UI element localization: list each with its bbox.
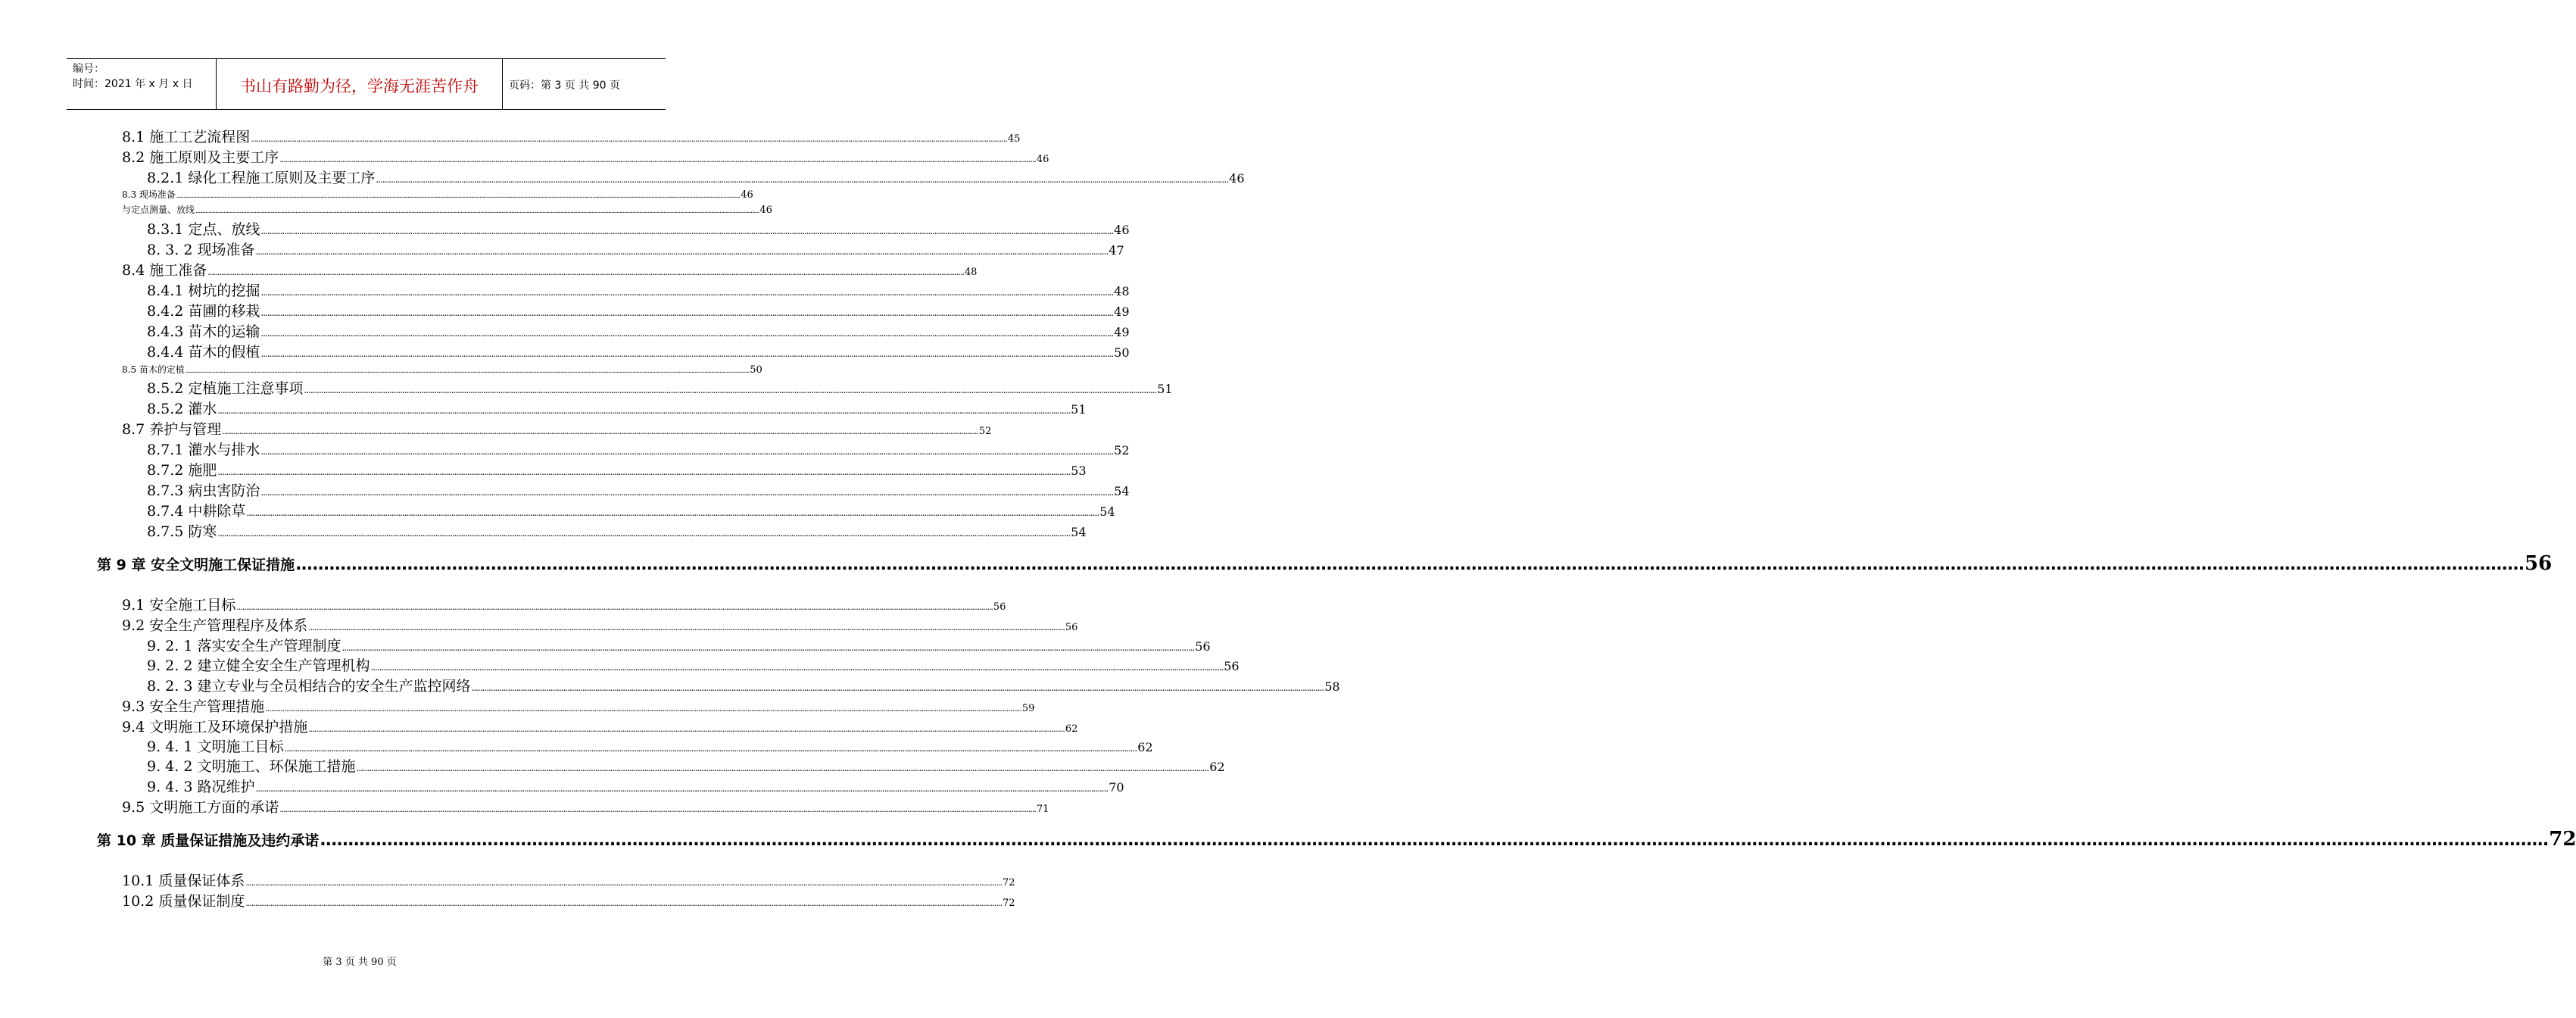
toc-entry-page: 56 xyxy=(1065,622,1078,633)
toc-entry[interactable] xyxy=(122,719,1078,735)
toc-entry-title: 8.4.1 树坑的挖掘 xyxy=(147,283,260,299)
toc-entry[interactable] xyxy=(147,380,1173,397)
toc-chapter-page: 56 xyxy=(2525,552,2553,575)
toc-entry-page: 54 xyxy=(1099,504,1115,519)
toc-entry-title: 9.4 文明施工及环境保护措施 xyxy=(122,719,308,735)
toc-chapter[interactable] xyxy=(97,828,2576,851)
toc-entry-title: 8.7.3 病虫害防治 xyxy=(147,482,260,499)
toc-entry-title: 8.4.4 苗木的假植 xyxy=(147,344,260,361)
toc-leader: ................................................................................................................................................................................................................................................................................................................................................................................................................ xyxy=(217,528,1071,539)
toc-entry-page: 54 xyxy=(1114,484,1130,498)
toc-leader: ................................................................................................................................................................................................................................................................................................................................................................................................................ xyxy=(260,348,1114,359)
toc-entry[interactable] xyxy=(122,421,992,438)
toc-entry-page: 53 xyxy=(1071,464,1087,478)
toc-entry[interactable] xyxy=(122,617,1078,634)
toc-entry[interactable] xyxy=(147,758,1225,775)
toc-entry[interactable] xyxy=(147,170,1245,186)
toc-entry-page: 51 xyxy=(1157,382,1173,396)
toc-entry-title: 8.7.4 中耕除草 xyxy=(147,503,246,520)
toc-leader: ................................................................................................................................................................................................................................................................................................................................................................................................................ xyxy=(284,743,1137,754)
toc-entry[interactable] xyxy=(147,442,1130,458)
toc-entry-title: 9.1 安全施工目标 xyxy=(122,597,236,614)
toc-entry[interactable] xyxy=(122,893,1015,910)
toc-entry-page: 62 xyxy=(1209,760,1225,774)
toc-entry-page: 56 xyxy=(993,601,1006,613)
toc-entry[interactable] xyxy=(122,597,1006,614)
toc-leader: ................................................................................................................................................................................................................................................................................................................................................................................................................ xyxy=(217,467,1071,477)
toc-entry-title: 8.3 现场准备 xyxy=(122,189,176,200)
toc-entry[interactable] xyxy=(147,482,1130,499)
toc-leader: ................................................................................................................................................................................................................................................................................................................................................................................................................ xyxy=(341,642,1195,653)
toc-entry[interactable] xyxy=(147,344,1130,361)
toc-entry-title: 8.5.2 灌水 xyxy=(147,401,217,417)
toc-entry-title: 8.7.5 防寒 xyxy=(147,523,217,540)
toc-entry[interactable] xyxy=(122,262,978,279)
toc-leader: ................................................................................................................................................................................................................................................................................................................................................................................................................ xyxy=(195,208,759,215)
toc-entry-page: 58 xyxy=(1324,679,1340,694)
toc-entry[interactable] xyxy=(122,873,1015,889)
toc-entry-page: 62 xyxy=(1137,740,1153,754)
toc-entry-title: 8.4.3 苗木的运输 xyxy=(147,323,260,340)
toc-leader: ................................................................................................................................................................................................................................................................................................................................................................................................................ xyxy=(185,367,750,375)
toc-chapter[interactable] xyxy=(97,552,2553,575)
toc-leader: ................................................................................................................................................................................................................................................................................................................................................................................................................ xyxy=(260,446,1114,457)
toc-leader: ................................................................................................................................................................................................................................................................................................................................................................................................................ xyxy=(279,804,1036,814)
toc-entry-title: 与定点测量、放线 xyxy=(122,205,195,215)
toc-leader: ................................................................................................................................................................................................................................................................................................................................................................................................................ xyxy=(245,878,1002,888)
toc-entry-page: 48 xyxy=(1114,284,1130,298)
toc-leader: ................................................................................................................................................................................................................................................................................................................................................................................................................ xyxy=(246,507,1099,518)
toc-entry-page: 47 xyxy=(1109,243,1124,258)
toc-entry-title: 9. 2. 2 建立健全安全生产管理机构 xyxy=(147,657,370,674)
toc-entry-page: 59 xyxy=(1021,703,1035,714)
toc-entry[interactable] xyxy=(147,503,1115,520)
toc-leader: ................................................................................................................................................................................................................................................................................................................................................................................................................ xyxy=(295,555,2525,574)
toc-entry-page: 50 xyxy=(750,364,763,376)
toc-leader: ................................................................................................................................................................................................................................................................................................................................................................................................................ xyxy=(260,287,1114,298)
toc-entry-title: 8.7 养护与管理 xyxy=(122,421,222,438)
toc-entry-title: 8.2 施工原则及主要工序 xyxy=(122,149,279,166)
toc-leader: ................................................................................................................................................................................................................................................................................................................................................................................................................ xyxy=(471,682,1324,693)
toc-leader: ................................................................................................................................................................................................................................................................................................................................................................................................................ xyxy=(304,385,1157,395)
header-bottom-rule xyxy=(67,109,666,110)
toc-chapter-page: 72 xyxy=(2549,828,2576,851)
header-number-label: 编号： xyxy=(73,63,104,75)
toc-leader: ................................................................................................................................................................................................................................................................................................................................................................................................................ xyxy=(308,724,1065,734)
toc-leader: ................................................................................................................................................................................................................................................................................................................................................................................................................ xyxy=(255,246,1109,257)
toc-leader: ................................................................................................................................................................................................................................................................................................................................................................................................................ xyxy=(176,192,741,200)
toc-entry-title: 8.7.1 灌水与排水 xyxy=(147,442,260,458)
toc-entry-page: 46 xyxy=(741,189,753,201)
toc-entry[interactable] xyxy=(147,221,1130,238)
toc-leader: ................................................................................................................................................................................................................................................................................................................................................................................................................ xyxy=(260,487,1114,498)
toc-entry-title: 8.4 施工准备 xyxy=(122,262,207,279)
toc-entry-title: 8.3.1 定点、放线 xyxy=(147,221,260,238)
toc-entry[interactable] xyxy=(147,323,1130,340)
toc-entry-title: 9. 4. 2 文明施工、环保施工措施 xyxy=(147,758,356,775)
toc-entry-page: 71 xyxy=(1036,804,1049,815)
toc-entry-page: 46 xyxy=(1036,154,1049,165)
toc-leader: ................................................................................................................................................................................................................................................................................................................................................................................................................ xyxy=(320,831,2549,850)
toc-entry[interactable] xyxy=(122,698,1035,715)
toc-entry-title: 8.1 施工工艺流程图 xyxy=(122,129,251,145)
toc-entry-page: 72 xyxy=(1003,898,1015,909)
toc-leader: ................................................................................................................................................................................................................................................................................................................................................................................................................ xyxy=(265,704,1021,714)
toc-entry-title: 10.1 质量保证体系 xyxy=(122,873,245,889)
toc-entry-page: 54 xyxy=(1071,525,1087,539)
toc-entry[interactable] xyxy=(147,638,1211,654)
toc-entry-page: 72 xyxy=(1003,877,1015,888)
toc-leader: ................................................................................................................................................................................................................................................................................................................................................................................................................ xyxy=(255,783,1109,794)
toc-entry-title: 8. 2. 3 建立专业与全员相结合的安全生产监控网络 xyxy=(147,678,471,695)
toc-leader: ................................................................................................................................................................................................................................................................................................................................................................................................................ xyxy=(207,267,964,277)
toc-entry-title: 8.5.2 定植施工注意事项 xyxy=(147,380,304,397)
toc-leader: ................................................................................................................................................................................................................................................................................................................................................................................................................ xyxy=(260,226,1114,236)
toc-entry[interactable] xyxy=(147,523,1087,540)
toc-entry[interactable] xyxy=(147,462,1087,479)
toc-entry[interactable] xyxy=(122,129,1021,145)
toc-chapter-title: 第 9 章 安全文明施工保证措施 xyxy=(97,557,295,573)
header-motto: 书山有路勤为径，学海无涯苦作舟 xyxy=(240,77,479,95)
toc-entry-page: 46 xyxy=(1229,171,1245,186)
toc-entry[interactable] xyxy=(122,799,1049,816)
toc-entry[interactable] xyxy=(147,678,1340,695)
toc-leader: ................................................................................................................................................................................................................................................................................................................................................................................................................ xyxy=(222,426,978,436)
toc-leader: ................................................................................................................................................................................................................................................................................................................................................................................................................ xyxy=(251,134,1007,144)
footer-page-label: 第 3 页 共 90 页 xyxy=(323,957,397,968)
header-top-rule xyxy=(67,58,666,59)
toc-leader: ................................................................................................................................................................................................................................................................................................................................................................................................................ xyxy=(217,405,1071,416)
toc-leader: ................................................................................................................................................................................................................................................................................................................................................................................................................ xyxy=(245,898,1002,908)
toc-leader: ................................................................................................................................................................................................................................................................................................................................................................................................................ xyxy=(308,623,1065,632)
toc-entry[interactable] xyxy=(122,205,772,216)
toc-entry[interactable] xyxy=(147,657,1240,674)
toc-entry-title: 9. 2. 1 落实安全生产管理制度 xyxy=(147,638,341,654)
toc-entry-page: 49 xyxy=(1114,304,1130,319)
toc-entry-page: 70 xyxy=(1109,780,1124,795)
toc-entry-title: 8.5 苗木的定植 xyxy=(122,364,185,375)
toc-entry-title: 9. 4. 1 文明施工目标 xyxy=(147,739,284,755)
toc-entry-title: 9.2 安全生产管理程序及体系 xyxy=(122,617,308,634)
toc-entry-title: 10.2 质量保证制度 xyxy=(122,893,245,910)
toc-entry[interactable] xyxy=(147,303,1130,320)
toc-leader: ................................................................................................................................................................................................................................................................................................................................................................................................................ xyxy=(260,308,1114,318)
toc-entry[interactable] xyxy=(147,242,1124,258)
toc-chapter-title: 第 10 章 质量保证措施及违约承诺 xyxy=(97,832,320,849)
toc-entry-page: 52 xyxy=(1114,443,1130,457)
toc-leader: ................................................................................................................................................................................................................................................................................................................................................................................................................ xyxy=(260,328,1114,339)
toc-entry[interactable] xyxy=(147,779,1124,795)
toc-entry-title: 9.5 文明施工方面的承诺 xyxy=(122,799,279,816)
toc-entry-page: 46 xyxy=(1114,223,1130,237)
toc-entry-page: 56 xyxy=(1224,659,1240,673)
header-divider xyxy=(502,58,503,109)
toc-leader: ................................................................................................................................................................................................................................................................................................................................................................................................................ xyxy=(236,602,993,612)
toc-entry[interactable] xyxy=(122,149,1049,166)
toc-leader: ................................................................................................................................................................................................................................................................................................................................................................................................................ xyxy=(376,174,1229,185)
toc-leader: ................................................................................................................................................................................................................................................................................................................................................................................................................ xyxy=(370,662,1224,673)
toc-entry-page: 56 xyxy=(1195,639,1211,654)
toc-entry-page: 48 xyxy=(964,267,978,278)
toc-leader: ................................................................................................................................................................................................................................................................................................................................................................................................................ xyxy=(279,155,1036,164)
toc-leader: ................................................................................................................................................................................................................................................................................................................................................................................................................ xyxy=(356,763,1209,773)
toc-entry-page: 62 xyxy=(1065,723,1078,735)
toc-entry[interactable] xyxy=(122,189,753,201)
header-time-label: 时间：2021 年 x 月 x 日 xyxy=(73,78,193,90)
toc-entry-page: 52 xyxy=(978,426,992,437)
toc-entry-title: 8. 3. 2 现场准备 xyxy=(147,242,255,258)
toc-entry[interactable] xyxy=(147,739,1153,755)
toc-entry-title: 8.4.2 苗圃的移栽 xyxy=(147,303,260,320)
toc-entry[interactable] xyxy=(147,283,1130,299)
toc-entry-title: 8.2.1 绿化工程施工原则及主要工序 xyxy=(147,170,376,186)
toc-entry-page: 45 xyxy=(1007,133,1021,145)
toc-entry-title: 8.7.2 施肥 xyxy=(147,462,217,479)
toc-entry[interactable] xyxy=(147,401,1087,417)
toc-entry-page: 46 xyxy=(759,205,772,216)
header-page-label: 页码：第 3 页 共 90 页 xyxy=(509,80,620,92)
toc-entry-page: 49 xyxy=(1114,325,1130,339)
toc-entry-title: 9. 4. 3 路况维护 xyxy=(147,779,255,795)
toc-entry[interactable] xyxy=(122,364,763,376)
toc-entry-page: 51 xyxy=(1071,402,1087,417)
toc-entry-title: 9.3 安全生产管理措施 xyxy=(122,698,265,715)
toc-entry-page: 50 xyxy=(1114,345,1130,360)
